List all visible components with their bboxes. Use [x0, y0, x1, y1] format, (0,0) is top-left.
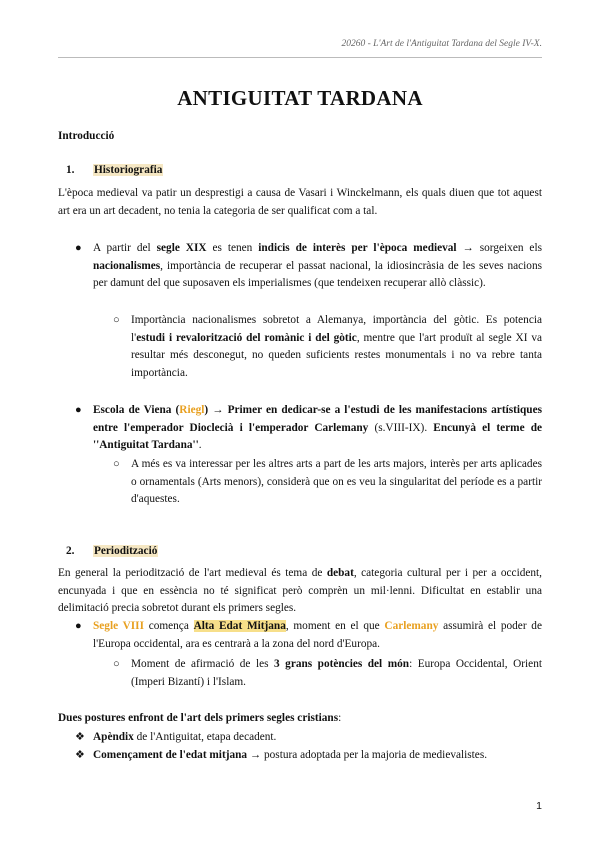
bold-text: Apèndix	[93, 731, 134, 743]
bullet-diamond: ❖	[75, 731, 85, 743]
bold-text: nacionalismes	[93, 259, 161, 272]
colored-term: Carlemany	[384, 620, 439, 632]
historiografia-subbullet-1	[131, 312, 542, 382]
bold-text: Encunyà el terme de ''Antiguitat Tardana''	[93, 421, 543, 451]
bold-text: (	[171, 404, 180, 416]
bullet-diamond: ❖	[75, 749, 85, 761]
text-run: es tenen	[206, 242, 259, 254]
postures-heading	[58, 710, 341, 728]
text-run: A més es va interessar per les altres arts a part de les arts majors, interès per arts aplicades o ornamentals (Arts menors), considerà que on es veu la singularitat del període es a partir d'aquestes.	[131, 458, 542, 505]
historiografia-subbullet-2	[131, 456, 542, 509]
text-run: Moment de afirmació de les	[131, 658, 275, 670]
running-header: 20260 - L'Art de l'Antiguitat Tardana del Segle IV-X.	[341, 39, 542, 49]
text-run: : Europa Occidental, Orient (Imperi Bizantí) i l'Islam.	[131, 658, 542, 688]
posture-item-2	[93, 747, 542, 765]
perioditzacio-bullet	[93, 618, 542, 653]
colored-term: Segle VIII	[93, 620, 144, 632]
bullet-circle: ○	[113, 658, 120, 670]
bullet-disc: ●	[75, 242, 82, 254]
historiografia-bullet-2	[93, 402, 542, 455]
bold-text: Escola de Viena	[93, 404, 172, 416]
postures-heading-text: Dues postures enfront de l'art dels primers segles cristians	[58, 712, 339, 724]
bold-text: indicis de interès per l'època medieval	[258, 242, 457, 254]
bullet-circle: ○	[113, 314, 120, 326]
historiografia-bullet-1	[93, 240, 542, 293]
section-2-title: Periodització	[94, 545, 158, 557]
text-run: → sorgeixen els	[456, 242, 542, 254]
colored-term: Riegl	[179, 404, 205, 416]
perioditzacio-paragraph	[58, 565, 542, 618]
page-number: 1	[536, 800, 542, 812]
text-run: , categoria cultural per i per a occident, encunyada i que en essència no té significat però comprèn un mil·lenni. Dificultat en establir una delimitació precia sobretot durant els primers segles.	[58, 567, 542, 614]
section-1-number: 1.	[66, 164, 75, 176]
text-run: , importància de recuperar el passat nacional, la idiosincràsia de les seves nacions per damunt del que suposaven els imperialismes (que tendeixen recuperar allò clàssic).	[93, 259, 542, 289]
text-run: A partir del	[93, 242, 157, 254]
section-2-number: 2.	[66, 545, 75, 557]
section-1-title: Historiografia	[94, 164, 163, 176]
text-run: comença	[143, 620, 194, 632]
bold-text: 3 grans potències del món	[274, 658, 410, 670]
intro-heading: Introducció	[58, 130, 115, 142]
text-run: .	[198, 439, 202, 451]
text-run: assumirà el poder de l'Europa occidental, ara es centrarà a la zona del nord d'Europa.	[93, 620, 542, 650]
bold-text: Començament de l'edat mitjana	[93, 749, 248, 761]
header-rule	[58, 57, 542, 58]
posture-item-1	[93, 729, 542, 747]
bullet-disc: ●	[75, 620, 82, 632]
text-run: de l'Antiguitat, etapa decadent.	[133, 731, 277, 743]
postures-heading-colon: :	[338, 712, 342, 724]
document-title: ANTIGUITAT TARDANA	[177, 86, 423, 110]
bullet-circle: ○	[113, 458, 120, 470]
text-run: En general la periodització de l'art medieval és tema de	[58, 567, 327, 579]
highlighted-term: Alta Edat Mitjana	[193, 620, 286, 632]
bullet-disc: ●	[75, 404, 82, 416]
historiografia-paragraph: L'època medieval va patir un desprestigi a causa de Vasari i Winckelmann, els quals diuen que tot aquest art era un art decadent, no tenia la categoria de ser qualificat com a tal.	[58, 187, 542, 217]
bold-text: estudi i revalorització del romànic i del gòtic	[136, 331, 357, 344]
bold-text: segle XIX	[156, 242, 207, 254]
text-run: , moment en el que	[285, 620, 385, 632]
perioditzacio-subbullet	[131, 656, 542, 691]
text-run: Importància nacionalismes sobretot a Alemanya, importància del gòtic. Es potencia l'	[131, 314, 542, 344]
text-run: (s.VIII-IX).	[368, 421, 434, 434]
text-run: → postura adoptada per la majoria de medievalistes.	[247, 749, 488, 761]
text-run: , mentre que l'art produït al segle XI va resultar més desconegut, no queden suficients restes monumentals i no va rebre tanta importància.	[131, 331, 542, 379]
bold-text: ) → Primer en dedicar-se a l'estudi de les manifestacions artístiques entre l'emperador Dioclecià i l'emperador Carlemany	[93, 404, 542, 434]
bold-text: debat	[326, 567, 354, 579]
